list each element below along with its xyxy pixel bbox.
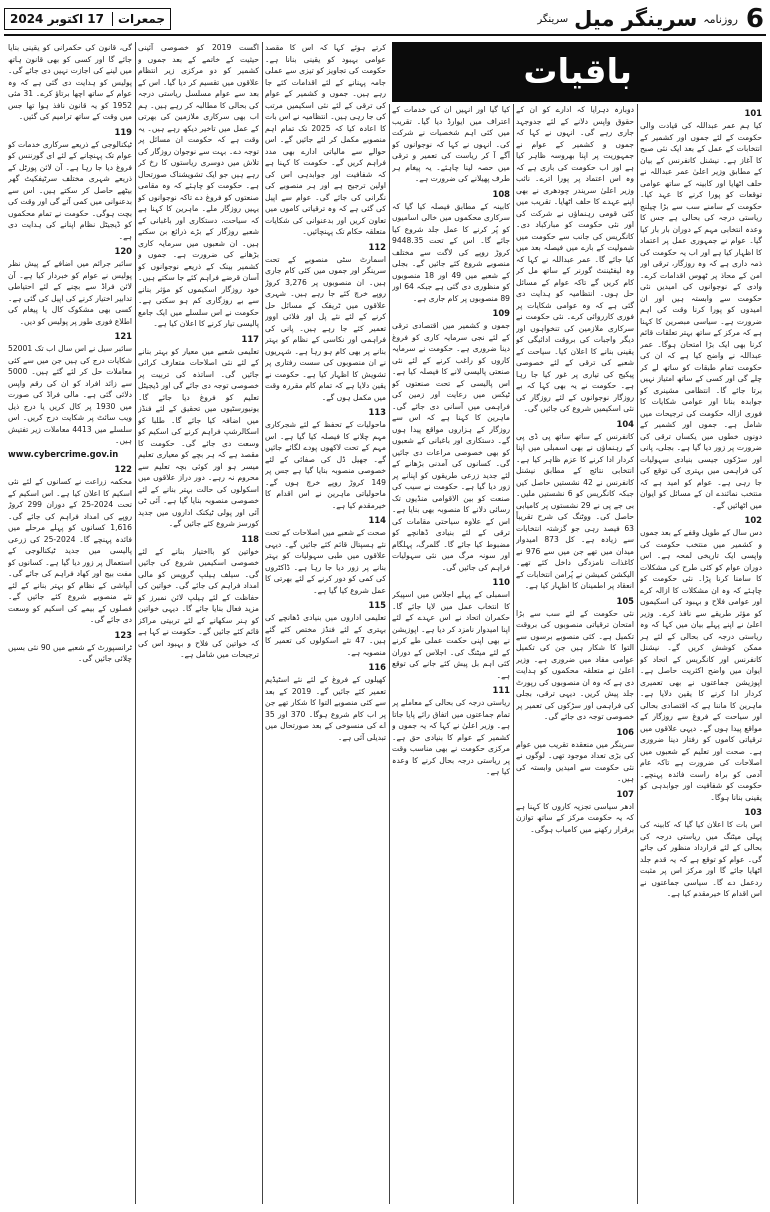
item-number: 115 bbox=[368, 600, 386, 610]
item-number: 123 bbox=[114, 629, 132, 640]
page-number: 6 bbox=[745, 4, 764, 34]
item-body-text: کیا ہم عمر عبداللہ کی قیادت والی حکومت کے لئے جموں اور کشمیر کے انتخابات کے عمل کے بعد ایک نئی صبح کا آغاز ہے۔ نیشنل کانفرنس کے بیان کے مطابق وزیر اعلیٰ عمر عبداللہ نے حلف اٹھایا اور کابینہ کے ساتھ عوامی توقعات کو پورا کرنے کا عہد کیا۔ حکومت کے سامنے سب سے بڑا چیلنج ریاستی درجہ کی بحالی ہے جس کا وعدہ انتخابی مہم کے دوران بار بار کیا گیا۔ عوام نے جمہوری عمل پر اعتماد کا اظہار کیا ہے اور اب یہ حکومت کی ذمہ داری ہے کہ وہ روزگار، ترقی اور امن کے محاذ پر ٹھوس اقدامات کرے۔ وادی کے نوجوانوں کی امیدیں نئی حکومت سے وابستہ ہیں اور ان امیدوں کو پورا کرنا وقت کی اہم ضرورت ہے۔ سیاسی مبصرین کا کہنا ہے کہ مرکز کے ساتھ بہتر تعلقات قائم کرنا بھی ایک بڑا امتحان ہوگا۔ عمر عبداللہ نے واضح کیا ہے کہ ان کی حکومت تمام طبقات کو ساتھ لے کر چلے گی اور کسی کے ساتھ امتیاز نہیں برتا جائے گا۔ انتظامی مشینری کو جوابدہ بنانا اور عوامی شکایات کا فوری ازالہ حکومت کی ترجیحات میں شامل ہے۔ جموں اور کشمیر کے دونوں خطوں میں یکساں ترقی کی ضرورت پر زور دیا گیا ہے۔ بجلی، پانی اور سڑکوں جیسی بنیادی سہولیات کی فراہمی میں بہتری کی توقع کی جا رہی ہے۔ عوام کو امید ہے کہ منتخب نمائندے ان کے مسائل کو ایوان میں اٹھائیں گے۔ bbox=[640, 121, 762, 510]
item-number: 109 bbox=[492, 308, 510, 318]
item-body-text: گی، قانون کی حکمرانی کو یقینی بنایا جائے گا اور کسی کو بھی قانون ہاتھ میں لینے کی اجازت نہیں دی جائے گی۔ پولیس کو ہدایت دی گئی ہے کہ وہ عوام کے ساتھ اچھا برتاؤ کرے۔ 31 مئی 1952 کو یہ قانون نافذ ہوا تھا جس میں وقت کے ساتھ ترامیم کی گئیں۔ bbox=[8, 43, 132, 121]
item-number: 102 bbox=[744, 515, 762, 525]
item-number: 105 bbox=[616, 595, 634, 606]
header-branding bbox=[537, 6, 766, 32]
item-number: 122 bbox=[114, 464, 132, 474]
item-body-text: صحت کے شعبے میں اصلاحات کے تحت نئے ہسپتال قائم کئے جائیں گے۔ دیہی علاقوں میں طبی سہولیات کو بہتر بنانے پر زور دیا جا رہا ہے۔ ڈاکٹروں کی کمی کو دور کرنے کے لئے بھرتی کا عمل شروع کیا گیا ہے۔ bbox=[265, 528, 386, 595]
item-number: 111 bbox=[492, 685, 510, 695]
item-body-text: کانفرنس کے ساتھ ساتھ پی ڈی پی کے رہنماؤں نے بھی اسمبلی میں اپنا کردار ادا کرنے کا عزم ظاہر کیا ہے۔ انتخابی نتائج کے مطابق نیشنل کانفرنس نے 42 نشستیں حاصل کیں جبکہ کانگریس کو 6 نشستیں ملیں۔ بی جے پی نے 29 نشستوں پر کامیابی حاصل کی۔ ووٹنگ کی شرح تقریباً 63 فیصد رہی جو گزشتہ انتخابات سے زیادہ ہے۔ کل 873 امیدوار میدان میں تھے جن میں سے 976 نے کاغذات نامزدگی داخل کئے تھے۔ الیکشن کمیشن نے پُرامن انتخابات کے انعقاد پر اطمینان کا اظہار کیا ہے۔ bbox=[516, 431, 634, 590]
item-number: 108 bbox=[492, 188, 510, 199]
item-body-text: دس سال کے طویل وقفے کے بعد جموں و کشمیر میں منتخب حکومت کی واپسی ایک تاریخی لمحہ ہے۔ اس دوران عوام کو کئی طرح کی مشکلات کا سامنا کرنا پڑا۔ نئی حکومت کو چاہئے کہ وہ ان مشکلات کا ازالہ کرے اور عوامی فلاح و بہبود کی اسکیموں کو مؤثر طریقے سے نافذ کرے۔ وزیر اعلیٰ نے اپنے پہلے بیان میں کہا کہ وہ ریاستی درجہ کی بحالی کے لئے ہر ممکن کوشش کریں گے۔ نیشنل کانفرنس اور کانگریس کے اتحاد کو ایوان میں واضح اکثریت حاصل ہے۔ اپوزیشن جماعتوں نے بھی تعمیری کردار ادا کرنے کا یقین دلایا ہے۔ ماہرین کا ماننا ہے کہ اقتصادی بحالی اور سیاحت کے فروغ سے روزگار کے مواقع پیدا ہوں گے۔ دیہی علاقوں میں ترقیاتی کاموں کو رفتار دینا ضروری ہے۔ صحت اور تعلیم کے شعبوں میں اصلاحات کی ضرورت ہے تاکہ عام آدمی کو براہ راست فائدہ پہنچے۔ حکومت کو شفافیت اور جوابدہی کو یقینی بنانا ہوگا۔ bbox=[640, 528, 762, 802]
paper-prefix: روزنامہ bbox=[703, 12, 738, 26]
item-body-text: ٹرانسپورٹ کے شعبے میں 90 نئی بسیں چلائی جائیں گی۔ bbox=[8, 642, 132, 663]
item-body-text: محکمہ زراعت نے کسانوں کے لئے نئی اسکیم کا اعلان کیا ہے۔ اس اسکیم کے تحت 2024-25 کے دوران 299 کروڑ روپے کی امداد فراہم کی جائے گی۔ 1,616 کسانوں کو پہلے مرحلے میں فائدہ پہنچے گا۔ 2024-25 کی زرعی پالیسی میں جدید ٹیکنالوجی کے استعمال پر زور دیا گیا ہے۔ کسانوں کو مفت بیج اور کھاد فراہم کی جائے گی۔ آبپاشی کے نظام کو بہتر بنانے کے لئے نئے منصوبے شروع کئے جائیں گے۔ فصلوں کے بیمے کی اسکیم کو وسعت دی جائے گی۔ bbox=[8, 477, 132, 624]
item-number: 117 bbox=[241, 333, 259, 344]
column-divider bbox=[135, 42, 136, 1204]
masthead-title: باقیات bbox=[523, 52, 632, 92]
item-body-text: کرتے ہوئے کہا کہ اس کا مقصد عوامی بہبود کو یقینی بنانا ہے۔ حکومت کی تجاویز کو تیزی سے عملی جامہ پہنانے کے لئے اقدامات کئے جا رہے ہیں۔ جموں و کشمیر کے عوام کی ترقی کے لئے نئی اسکیمیں مرتب کی جا رہی ہیں۔ انتظامیہ نے اس بات کا اعادہ کیا کہ 2025 تک تمام اہم منصوبے مکمل کر لئے جائیں گے۔ اس حوالے سے مالیاتی ادارے بھی مدد فراہم کریں گے۔ حکومت کا کہنا ہے کہ شفافیت اور جوابدہی اس کی اولین ترجیح ہے اور ہر منصوبے کی نگرانی کی جائے گی۔ عوام سے اپیل کی گئی ہے کہ وہ ترقیاتی کاموں میں تعاون کریں اور بدعنوانی کی شکایات متعلقہ حکام تک پہنچائیں۔ bbox=[265, 43, 386, 236]
item-number: 116 bbox=[368, 662, 386, 672]
item-number: 110 bbox=[492, 577, 510, 587]
item-body-text: ٹیکنالوجی کے ذریعے سرکاری خدمات کو عوام تک پہنچانے کے لئے ای گورننس کو فروغ دیا جا رہا ہے۔ آن لائن پورٹل کے ذریعے شہری مختلف سرٹیفکیٹ گھر بیٹھے حاصل کر سکتے ہیں۔ اس سے بدعنوانی میں کمی آئے گی اور وقت کی بچت ہوگی۔ حکومت نے تمام محکموں کو ڈیجیٹل نظام اپنانے کی ہدایت دی ہے۔ bbox=[8, 139, 132, 241]
item-number: 107 bbox=[616, 788, 634, 799]
header-date-box bbox=[4, 8, 171, 30]
item-number: 106 bbox=[616, 726, 634, 737]
item-body-text: اگست 2019 کو خصوصی آئینی حیثیت کے خاتمے کے بعد جموں و کشمیر کو دو مرکزی زیر انتظام علاقوں میں تقسیم کر دیا گیا۔ اس کے بعد سے عوام مسلسل ریاستی درجہ کی بحالی کا مطالبہ کر رہے ہیں۔ ہم اب بھی سرکاری ملازمین کی بھرتی کے عمل میں تاخیر دیکھ رہے ہیں۔ یہ وقت ہے کہ حکومت ان مسائل پر توجہ دے۔ بہت سے نوجوان روزگار کی تلاش میں دوسری ریاستوں کا رخ کر رہے ہیں جو ایک تشویشناک صورتحال ہے۔ حکومت کو چاہئے کہ وہ مقامی صنعتوں کو فروغ دے تاکہ نوجوانوں کو یہیں روزگار ملے۔ ماہرین کا کہنا ہے کہ سیاحت، دستکاری اور باغبانی کے شعبے روزگار کے بڑے ذرائع بن سکتے ہیں۔ ان شعبوں میں سرمایہ کاری بڑھانے کی ضرورت ہے۔ جموں و کشمیر بینک کے ذریعے نوجوانوں کو آسان قرضے فراہم کئے جا سکتے ہیں۔ خود روزگار اسکیموں کو مؤثر بنانے سے بے روزگاری کم ہو سکتی ہے۔ حکومت نے اس سلسلے میں ایک جامع پالیسی تیار کرنے کا اعلان کیا ہے۔ bbox=[138, 43, 259, 328]
item-number: 103 bbox=[744, 807, 762, 817]
item-body-text: سائبر جرائم میں اضافے کے پیش نظر پولیس نے عوام کو خبردار کیا ہے۔ آن لائن فراڈ سے بچنے کے لئے احتیاطی تدابیر اختیار کرنے کی اپیل کی گئی ہے۔ کسی بھی مشکوک کال یا پیغام کی اطلاع فوری طور پر پولیس کو دیں۔ bbox=[8, 259, 132, 326]
item-body-text: سرینگر میں منعقدہ تقریب میں عوام کی بڑی تعداد موجود تھی۔ لوگوں نے نئی حکومت سے امیدیں وابستہ کی ہیں۔ bbox=[516, 739, 634, 783]
item-body-text: ریاستی درجہ کی بحالی کے معاملے پر تمام جماعتوں میں اتفاق رائے پایا جاتا ہے۔ وزیر اعلیٰ نے کہا کہ یہ جموں و کشمیر کے عوام کا بنیادی حق ہے۔ مرکزی حکومت نے بھی مناسب وقت پر ریاستی درجہ بحال کرنے کا وعدہ کیا ہے۔ bbox=[392, 698, 510, 776]
item-body-text: جموں و کشمیر میں اقتصادی ترقی کے لئے نجی سرمایہ کاری کو فروغ دینا ضروری ہے۔ حکومت نے سرمایہ کاروں کو راغب کرنے کے لئے نئی صنعتی پالیسی لانے کا فیصلہ کیا ہے۔ اس پالیسی کے تحت صنعتوں کو ٹیکس میں رعایت اور زمین کی فراہمی میں آسانی دی جائے گی۔ ماہرین کا کہنا ہے کہ اس سے روزگار کے ہزاروں مواقع پیدا ہوں گے۔ دستکاری اور باغبانی کے شعبوں کو بھی خصوصی مراعات دی جائیں گی۔ کسانوں کی آمدنی بڑھانے کے لئے جدید زرعی طریقوں کو اپنانے پر زور دیا گیا ہے۔ حکومت نے سیب کی صنعت کو بین الاقوامی منڈیوں تک رسائی دلانے کا منصوبہ بھی بنایا ہے۔ اس کے علاوہ سیاحتی مقامات کی ترقی کے لئے بنیادی ڈھانچے کو مضبوط کیا جائے گا۔ گلمرگ، پہلگام اور سونہ مرگ میں نئی سہولیات فراہم کی جائیں گی۔ bbox=[392, 321, 510, 572]
section-masthead bbox=[392, 42, 762, 102]
item-body-text: کابینہ کے مطابق فیصلہ کیا گیا کہ سرکاری محکموں میں خالی اسامیوں کو پُر کرنے کا عمل جلد شروع کیا جائے گا۔ اس کے تحت 9448.35 کروڑ روپے کی لاگت سے مختلف منصوبے شروع کئے جائیں گے۔ بجلی کے شعبے میں 49 اور 18 منصوبوں کو منظوری دی گئی ہے جبکہ 64 اور 89 منصوبوں پر کام جاری ہے۔ bbox=[392, 201, 510, 303]
article-column bbox=[265, 42, 386, 1204]
item-body-text: ماحولیات کے تحفظ کے لئے شجرکاری مہم چلانے کا فیصلہ کیا گیا ہے۔ اس مہم کے تحت لاکھوں پودے لگائے جائیں گے۔ جھیل ڈل کی صفائی کے لئے خصوصی منصوبہ بنایا گیا ہے جس پر 149 کروڑ روپے خرچ ہوں گے۔ ماحولیاتی ماہرین نے اس اقدام کا خیرمقدم کیا ہے۔ bbox=[265, 420, 386, 510]
item-body-text: سائبر سیل نے اس سال اب تک 52001 شکایات درج کی ہیں جن میں سے کئی معاملات حل کر لئے گئے ہیں۔ 5000 سے زائد افراد کو ان کی رقم واپس دلائی گئی ہے۔ مالی فراڈ کی صورت میں 1930 پر کال کریں یا درج ذیل ویب سائٹ پر شکایت درج کریں۔ اس سلسلے میں 4413 معاملات زیر تفتیش ہیں۔ bbox=[8, 344, 132, 445]
article-column bbox=[392, 104, 510, 1204]
item-body-text: کیا گیا اور انہیں ان کی خدمات کے اعتراف میں ایوارڈ دیا گیا۔ تقریب میں کئی اہم شخصیات نے شرکت کی۔ انہوں نے کہا کہ نوجوانوں کو آگے آ کر ریاست کی تعمیر و ترقی میں حصہ لینا چاہئے۔ یہ پیغام ہر طرف پھیلانے کی ضرورت ہے۔ bbox=[392, 105, 510, 183]
item-number: 112 bbox=[368, 241, 386, 252]
cybercrime-url[interactable]: www.cybercrime.gov.in bbox=[8, 448, 119, 459]
paper-name: سرینگر میل bbox=[574, 7, 698, 31]
column-divider bbox=[389, 104, 390, 1204]
item-body-text: تعلیمی شعبے میں معیار کو بہتر بنانے کے لئے نئی اصلاحات متعارف کرائی جائیں گی۔ اساتذہ کی تربیت پر خصوصی توجہ دی جائے گی اور ڈیجیٹل تعلیم کو فروغ دیا جائے گا۔ یونیورسٹیوں میں تحقیق کے لئے فنڈز میں اضافہ کیا جائے گا۔ طلبا کو اسکالرشپ فراہم کرنے کی اسکیم کو وسعت دی جائے گی۔ حکومت کا مقصد ہے کہ ہر بچے کو معیاری تعلیم میسر ہو اور کوئی بچہ تعلیم سے محروم نہ رہے۔ دور دراز علاقوں میں اسکولوں کی حالت بہتر بنانے کے لئے خصوصی منصوبہ بنایا گیا ہے۔ آئی ٹی آئی اور پولی ٹیکنک اداروں میں جدید کورسز شروع کئے جائیں گے۔ bbox=[138, 346, 259, 528]
item-number: 120 bbox=[114, 246, 132, 256]
article-column bbox=[516, 104, 634, 1204]
article-column bbox=[138, 42, 259, 1204]
page-header bbox=[4, 4, 766, 36]
item-body-text: اس بات کا اعلان کیا گیا کہ کابینہ کی پہلی میٹنگ میں ریاستی درجہ کی بحالی کے لئے قرارداد منظور کی جائے گی۔ عوام کو توقع ہے کہ یہ قدم جلد اٹھایا جائے گا اور مرکز اس پر مثبت ردعمل دے گا۔ سیاسی جماعتوں نے اس اقدام کا خیرمقدم کیا ہے۔ bbox=[640, 820, 762, 898]
header-day: جمعرات bbox=[112, 12, 165, 26]
item-number: 104 bbox=[616, 418, 634, 429]
header-date: 17 اکتوبر 2024 bbox=[10, 12, 104, 26]
article-column bbox=[640, 104, 762, 1204]
item-body-text: تعلیمی اداروں میں بنیادی ڈھانچے کی بہتری کے لئے فنڈز مختص کئے گئے ہیں۔ 47 نئے اسکولوں کی تعمیر کا منصوبہ ہے۔ bbox=[265, 613, 386, 657]
item-body-text: کھیلوں کے فروغ کے لئے نئے اسٹیڈیم تعمیر کئے جائیں گے۔ 2019 کے بعد سے کئی منصوبے التوا کا شکار تھے جن پر اب کام شروع ہوگا۔ 370 اور 35 اے کی منسوخی کے بعد صورتحال میں تبدیلی آئی ہے۔ bbox=[265, 675, 386, 742]
item-body-text: اسمارٹ سٹی منصوبے کے تحت سرینگر اور جموں میں کئی کام جاری ہیں۔ ان منصوبوں پر 3,276 کروڑ روپے خرچ کئے جا رہے ہیں۔ شہری علاقوں میں ٹریفک کے مسائل حل کرنے کے لئے نئے پل اور فلائی اوور تعمیر کئے جا رہے ہیں۔ پانی کی فراہمی اور نکاسی کے نظام کو بہتر بنانے پر بھی کام ہو رہا ہے۔ شہریوں نے ان منصوبوں کی سست رفتاری پر تشویش کا اظہار کیا ہے۔ حکومت نے یقین دلایا ہے کہ تمام کام مقررہ وقت میں مکمل ہوں گے۔ bbox=[265, 254, 386, 402]
item-body-text: اسمبلی کے پہلے اجلاس میں اسپیکر کا انتخاب عمل میں لایا جائے گا۔ حکمران اتحاد نے اس عہدے کے لئے اپنا امیدوار نامزد کر دیا ہے۔ اپوزیشن نے بھی اپنی حکمت عملی طے کرنے کے لئے میٹنگ کی۔ اجلاس کے دوران کئی اہم بل پیش کئے جانے کی توقع ہے۔ bbox=[392, 590, 510, 680]
column-divider bbox=[513, 104, 514, 1204]
item-number: 118 bbox=[241, 533, 259, 544]
item-body-text: دوبارہ دہرایا کہ ادارے کو ان کے حقوق واپس دلانے کے لئے جدوجہد جاری رہے گی۔ انہوں نے کہا کہ جموں و کشمیر کے عوام نے جمہوریت پر اپنا بھروسہ ظاہر کیا ہے اور اب حکومت کی باری ہے کہ وہ اس اعتماد پر پورا اترے۔ نائب وزیر اعلیٰ سریندر چودھری نے بھی اپنے عہدے کا حلف اٹھایا۔ تقریب میں کئی قومی رہنماؤں نے شرکت کی اور نئی حکومت کو مبارکباد دی۔ کانگریس کی جانب سے حکومت میں شمولیت کے بارے میں فیصلہ بعد میں کیا جائے گا۔ عمر عبداللہ نے کہا کہ وہ لیفٹیننٹ گورنر کے ساتھ مل کر کام کریں گے تاکہ عوام کے مسائل حل ہوں۔ انتظامیہ کو ہدایت دی گئی ہے کہ وہ عوامی شکایات پر فوری کارروائی کرے۔ نئی حکومت نے سرکاری ملازمین کی تنخواہوں اور دیگر واجبات کی بروقت ادائیگی کو یقینی بنانے کا اعلان کیا۔ سیاحت کے شعبے کی ترقی کے لئے خصوصی پیکیج کی تیاری پر غور کیا جا رہا ہے۔ حکومت نے یہ بھی کہا کہ بے روزگار نوجوانوں کے لئے روزگار کی نئی اسکیمیں شروع کی جائیں گی۔ bbox=[516, 105, 634, 413]
item-body-text: نئی حکومت کے لئے سب سے بڑا امتحان ترقیاتی منصوبوں کی بروقت تکمیل ہے۔ کئی منصوبے برسوں سے التوا کا شکار ہیں جن کی تکمیل عوامی مفاد میں ضروری ہے۔ وزیر اعلیٰ نے متعلقہ محکموں کو ہدایت دی ہے کہ وہ ان منصوبوں کی رپورٹ جلد پیش کریں۔ دیہی ترقی، بجلی کی فراہمی اور سڑکوں کی تعمیر پر خصوصی توجہ دی جائے گی۔ bbox=[516, 608, 634, 721]
column-divider bbox=[637, 104, 638, 1204]
article-column bbox=[8, 42, 132, 1204]
paper-city: سرینگر bbox=[537, 13, 569, 25]
item-number: 121 bbox=[114, 331, 132, 341]
item-number: 101 bbox=[744, 108, 762, 118]
item-number: 114 bbox=[368, 515, 386, 525]
item-body-text: ادھر سیاسی تجزیہ کاروں کا کہنا ہے کہ یہ حکومت مرکز کے ساتھ توازن برقرار رکھنے میں کامیاب ہوگی۔ bbox=[516, 801, 634, 834]
item-number: 119 bbox=[114, 126, 132, 137]
item-number: 113 bbox=[368, 407, 386, 417]
item-body-text: خواتین کو بااختیار بنانے کے لئے خصوصی اسکیمیں شروع کی جائیں گی۔ سیلف ہیلپ گروپس کو مالی امداد فراہم کی جائے گی۔ خواتین کی حفاظت کے لئے ہیلپ لائن نمبرز کو مزید فعال بنایا جائے گا۔ دیہی خواتین کو ہنر سکھانے کے لئے تربیتی مراکز قائم کئے جائیں گے۔ حکومت نے کہا ہے کہ خواتین کی فلاح و بہبود اس کی ترجیحات میں شامل ہے۔ bbox=[138, 546, 259, 659]
column-divider bbox=[262, 42, 263, 1204]
